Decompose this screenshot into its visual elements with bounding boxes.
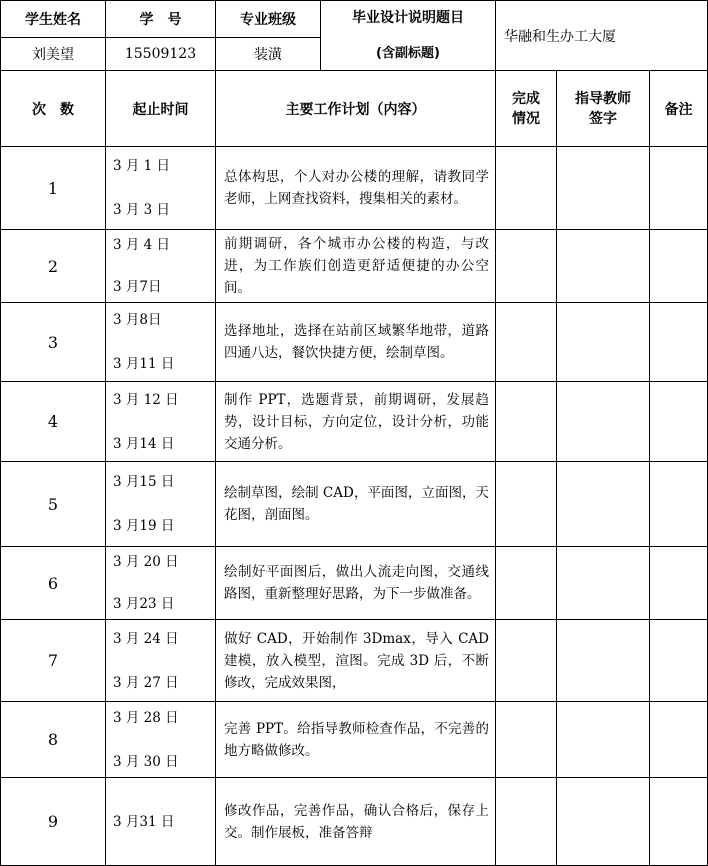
row-end-date: 3 月 27 日 xyxy=(113,674,179,691)
table-row xyxy=(1,382,708,462)
row-dates xyxy=(106,462,216,547)
row-dates xyxy=(106,303,216,382)
row-teacher-sign-cell[interactable] xyxy=(557,147,650,230)
row-start-date: 3 月 1 日 xyxy=(113,158,171,174)
row-teacher-sign-cell[interactable] xyxy=(557,547,650,620)
student-name: 刘美望 xyxy=(1,38,106,71)
row-end-date: 3 月11 日 xyxy=(113,356,175,372)
row-remarks-cell[interactable] xyxy=(650,702,708,778)
col-period-header: 起止时间 xyxy=(106,71,216,147)
col-count-header: 次 数 xyxy=(1,71,106,147)
table-row xyxy=(1,620,708,702)
row-number: 1 xyxy=(1,147,106,230)
major-class-label: 专业班级 xyxy=(216,1,321,38)
row-teacher-sign-cell[interactable] xyxy=(557,230,650,303)
row-remarks-cell[interactable] xyxy=(650,462,708,547)
row-number: 7 xyxy=(1,620,106,702)
row-teacher-sign-cell[interactable] xyxy=(557,303,650,382)
table-row xyxy=(1,547,708,620)
row-teacher-sign-cell[interactable] xyxy=(557,620,650,702)
row-start-date: 3 月 4 日 xyxy=(113,237,171,253)
row-dates xyxy=(106,778,216,866)
topic-label-line2: (含副标题) xyxy=(376,45,440,61)
row-remarks-cell[interactable] xyxy=(650,147,708,230)
row-content: 制作 PPT，选题背景，前期调研，发展趋势，设计目标，方向定位，设计分析，功能交通分析。 xyxy=(216,382,496,462)
row-remarks-cell[interactable] xyxy=(650,382,708,462)
table-row xyxy=(1,702,708,778)
table-row xyxy=(1,147,708,230)
row-remarks-cell[interactable] xyxy=(650,778,708,866)
row-completion-cell[interactable] xyxy=(496,547,557,620)
row-completion-cell[interactable] xyxy=(496,702,557,778)
row-remarks-cell[interactable] xyxy=(650,620,708,702)
table-row xyxy=(1,230,708,303)
row-end-date: 3 月23 日 xyxy=(113,596,175,612)
row-completion-cell[interactable] xyxy=(496,382,557,462)
row-number: 8 xyxy=(1,702,106,778)
row-dates xyxy=(106,620,216,702)
col-completion-header xyxy=(496,71,557,147)
col-teacher-sign-line1: 指导教师 xyxy=(575,90,631,107)
row-start-date: 3 月15 日 xyxy=(113,474,175,490)
row-content: 做好 CAD，开始制作 3Dmax，导入 CAD 建模，放入模型，渲图。完成 3D 后，不断修改，完成效果图， xyxy=(216,620,496,702)
row-dates xyxy=(106,547,216,620)
row-number: 9 xyxy=(1,778,106,866)
table-row xyxy=(1,303,708,382)
row-start-date: 3 月31 日 xyxy=(113,813,175,830)
row-completion-cell[interactable] xyxy=(496,462,557,547)
row-start-date: 3 月 24 日 xyxy=(113,630,179,647)
row-number: 5 xyxy=(1,462,106,547)
row-remarks-cell[interactable] xyxy=(650,303,708,382)
row-completion-cell[interactable] xyxy=(496,230,557,303)
row-number: 6 xyxy=(1,547,106,620)
row-dates xyxy=(106,702,216,778)
row-dates xyxy=(106,230,216,303)
row-end-date: 3 月19 日 xyxy=(113,518,175,534)
col-completion-line1: 完成 xyxy=(512,90,540,107)
row-dates xyxy=(106,382,216,462)
row-content: 完善 PPT。给指导教师检查作品，不完善的地方略做修改。 xyxy=(216,702,496,778)
major-class: 装潢 xyxy=(216,38,321,71)
row-content: 选择地址，选择在站前区域繁华地带，道路四通八达，餐饮快捷方便，绘制草图。 xyxy=(216,303,496,382)
table-row xyxy=(1,462,708,547)
row-end-date: 3 月 3 日 xyxy=(113,202,171,218)
row-remarks-cell[interactable] xyxy=(650,547,708,620)
row-end-date: 3 月 30 日 xyxy=(113,753,179,770)
row-teacher-sign-cell[interactable] xyxy=(557,778,650,866)
col-remarks-header: 备注 xyxy=(650,71,708,147)
student-name-label: 学生姓名 xyxy=(1,1,106,38)
row-dates xyxy=(106,147,216,230)
col-plan-header: 主要工作计划（内容） xyxy=(216,71,496,147)
row-content: 绘制草图，绘制 CAD，平面图，立面图，天花图，剖面图。 xyxy=(216,462,496,547)
row-completion-cell[interactable] xyxy=(496,303,557,382)
row-teacher-sign-cell[interactable] xyxy=(557,462,650,547)
row-end-date: 3 月14 日 xyxy=(113,435,175,452)
row-start-date: 3 月8日 xyxy=(113,312,162,328)
row-content: 总体构思，个人对办公楼的理解，请教同学老师，上网查找资料，搜集相关的素材。 xyxy=(216,147,496,230)
row-teacher-sign-cell[interactable] xyxy=(557,702,650,778)
row-start-date: 3 月 20 日 xyxy=(113,554,179,570)
table-row xyxy=(1,778,708,866)
row-end-date: 3 月7日 xyxy=(113,279,162,295)
row-teacher-sign-cell[interactable] xyxy=(557,382,650,462)
col-teacher-sign-line2: 签字 xyxy=(589,110,617,127)
col-teacher-sign-header xyxy=(557,71,650,147)
row-completion-cell[interactable] xyxy=(496,778,557,866)
col-completion-line2: 情况 xyxy=(512,110,540,127)
row-content: 绘制好平面图后，做出人流走向图，交通线路图，重新整理好思路，为下一步做准备。 xyxy=(216,547,496,620)
row-remarks-cell[interactable] xyxy=(650,230,708,303)
row-number: 4 xyxy=(1,382,106,462)
row-content: 前期调研，各个城市办公楼的构造，与改进，为工作族们创造更舒适便捷的办公空间。 xyxy=(216,230,496,303)
row-number: 2 xyxy=(1,230,106,303)
student-id-label: 学 号 xyxy=(106,1,216,38)
row-content: 修改作品，完善作品，确认合格后，保存上交。制作展板，准备答辩 xyxy=(216,778,496,866)
topic-label-line1: 毕业设计说明题目 xyxy=(352,9,464,26)
row-completion-cell[interactable] xyxy=(496,620,557,702)
row-start-date: 3 月 12 日 xyxy=(113,391,179,408)
row-start-date: 3 月 28 日 xyxy=(113,709,179,726)
row-number: 3 xyxy=(1,303,106,382)
row-completion-cell[interactable] xyxy=(496,147,557,230)
topic-value: 华融和生办工大厦 xyxy=(496,1,708,71)
topic-label xyxy=(321,1,496,71)
student-id: 15509123 xyxy=(106,38,216,71)
